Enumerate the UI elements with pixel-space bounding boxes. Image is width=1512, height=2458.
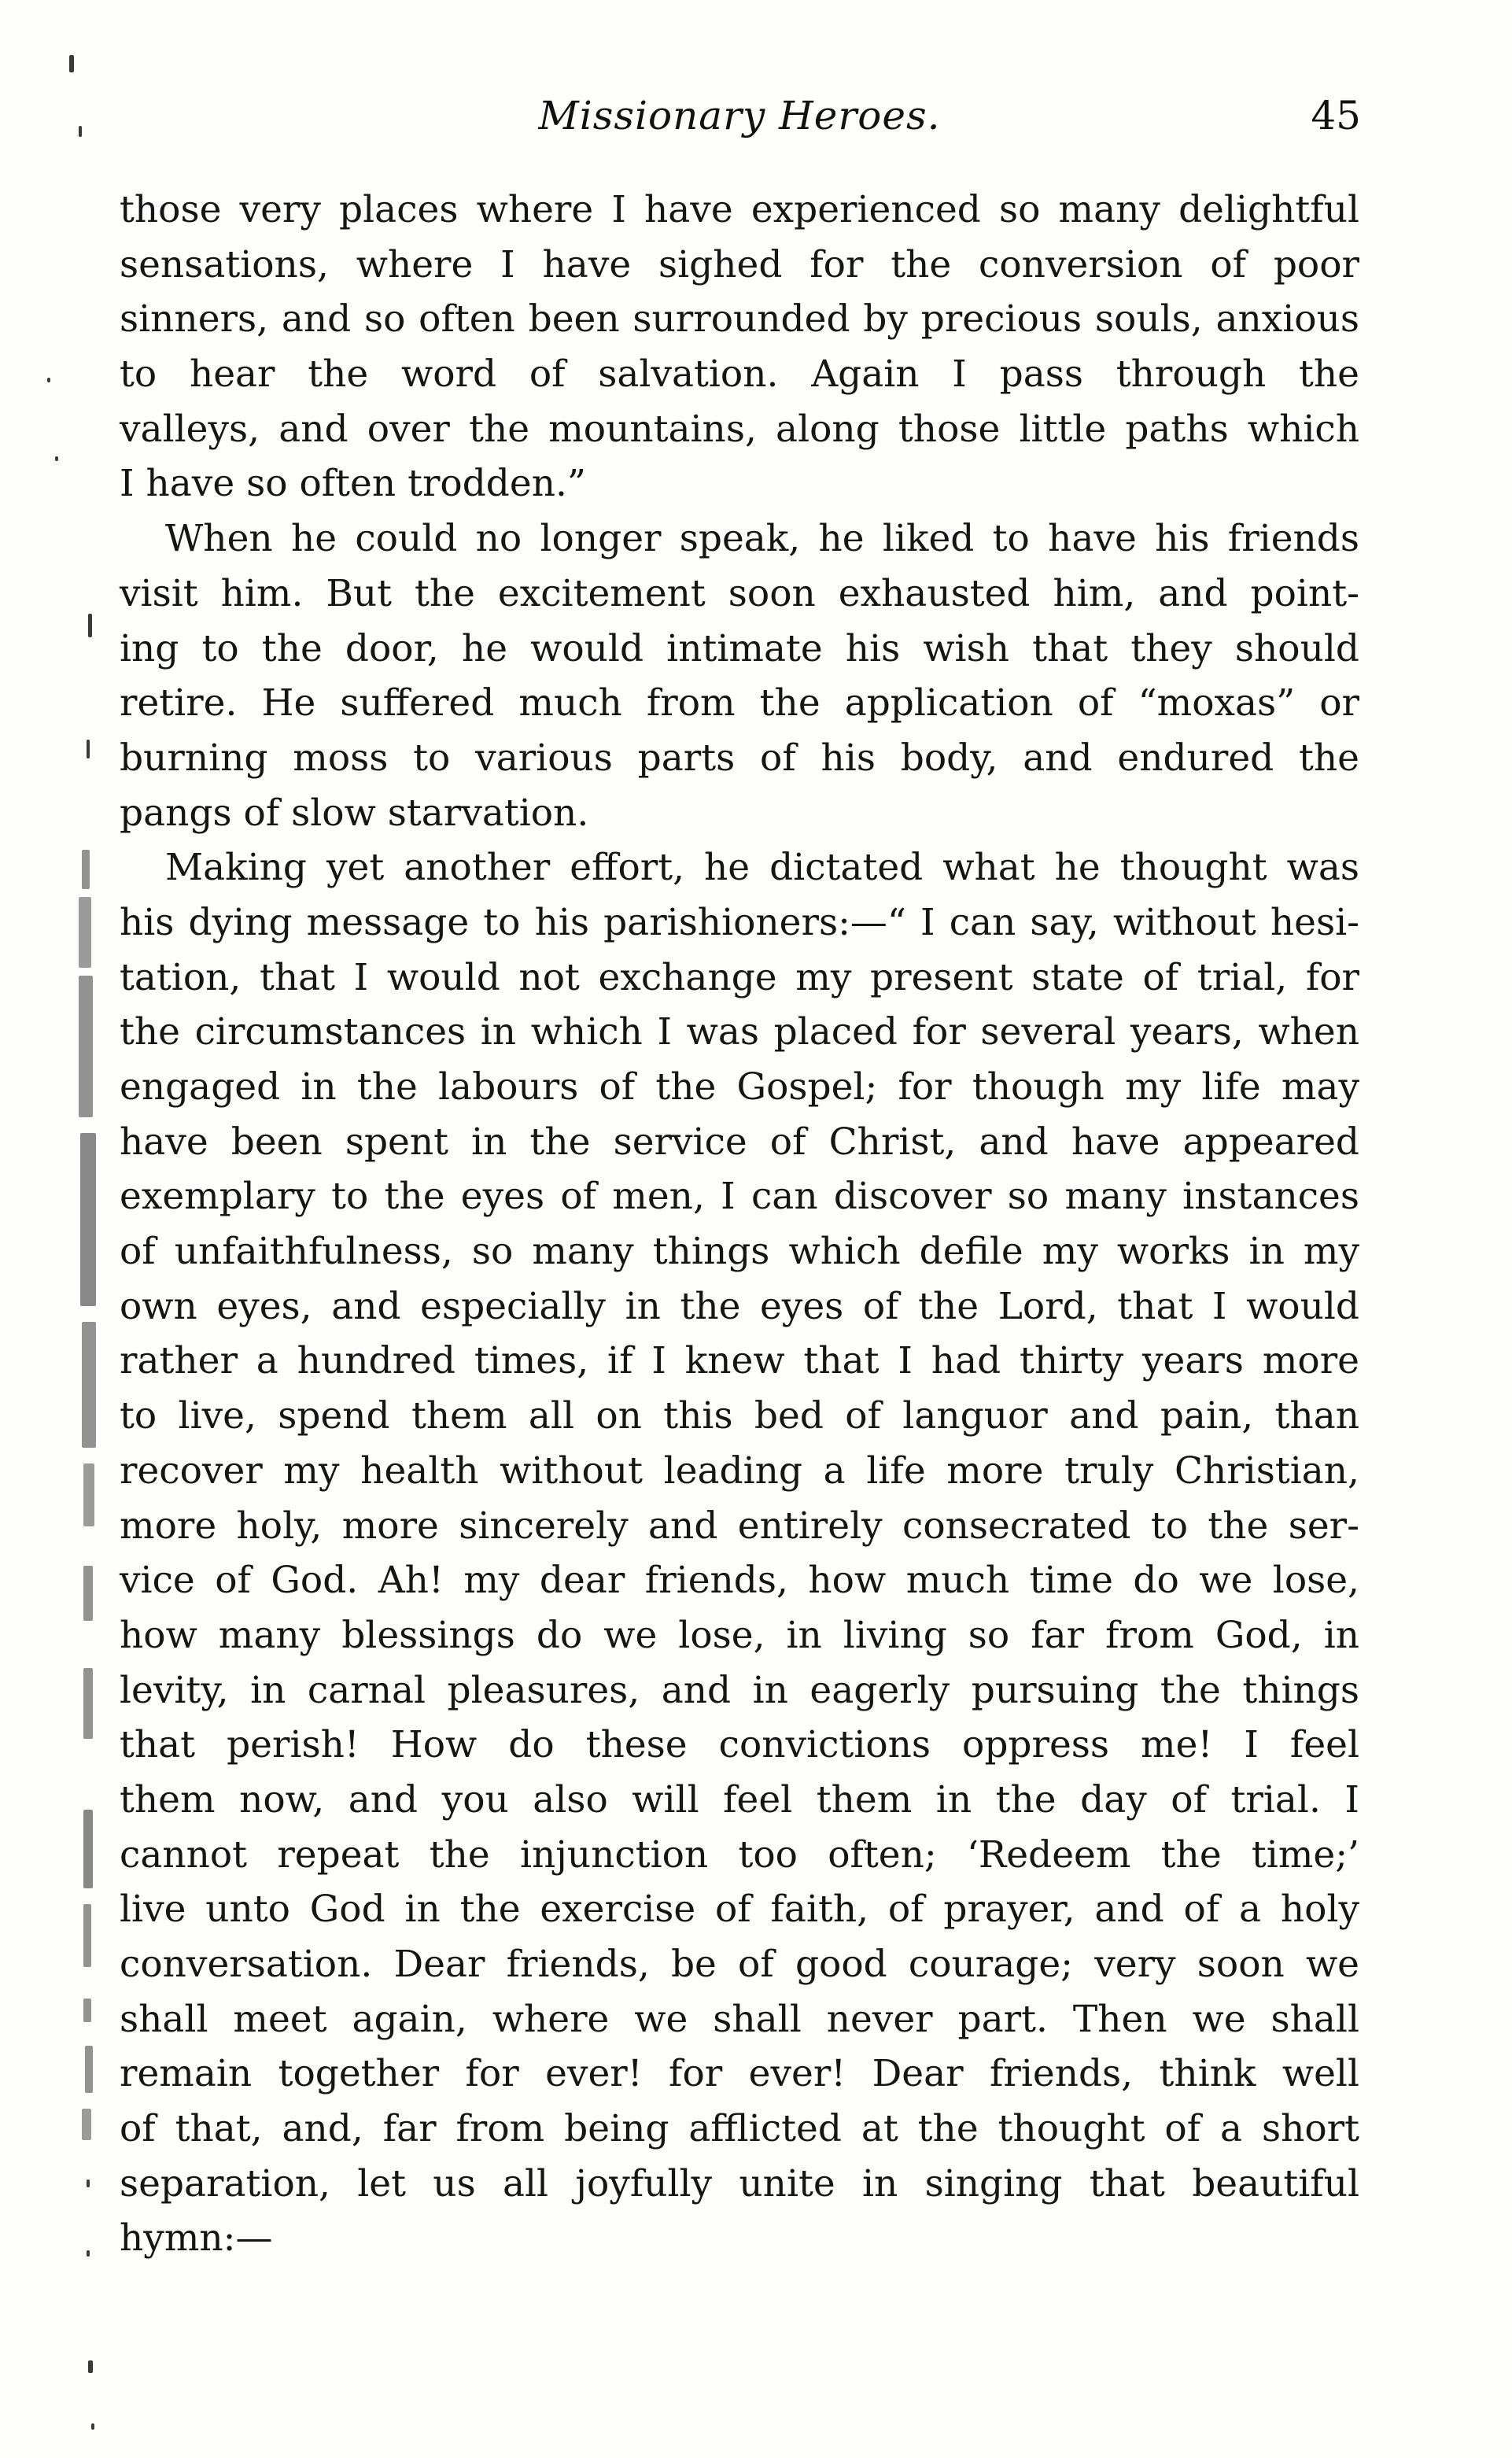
text-line: ing to the door, he would intimate his wish that they should (120, 626, 1359, 670)
text-line: to hear the word of salvation. Again I pass through the (120, 352, 1359, 397)
text-line: pangs of slow starvation. (120, 791, 589, 835)
text-line: sensations, where I have sighed for the conversion of poor (120, 242, 1359, 286)
text-line: the circumstances in which I was placed for several years, when (120, 1010, 1359, 1054)
body-text (120, 183, 1359, 2266)
text-line: engaged in the labours of the Gospel; for though my life may (120, 1065, 1359, 1109)
text-line: vice of God. Ah! my dear friends, how much time do we lose, (120, 1559, 1359, 1603)
text-line: rather a hundred times, if I knew that I had thirty years more (120, 1339, 1359, 1383)
text-line: retire. He suffered much from the application of “moxas” or (120, 681, 1359, 725)
text-line: to live, spend them all on this bed of languor and pain, than (120, 1394, 1359, 1438)
scan-gutter-marks (31, 31, 110, 2423)
text-line: remain together for ever! for ever! Dear friends, think well (120, 2052, 1359, 2096)
paragraph-start-line: When he could no longer speak, he liked to have his friends (165, 517, 1359, 561)
text-line: of that, and, far from being afflicted at the thought of a short (120, 2107, 1359, 2151)
text-line: own eyes, and especially in the eyes of the Lord, that I would (120, 1284, 1359, 1328)
text-line: burning moss to various parts of his body, and endured the (120, 736, 1359, 780)
text-line: more holy, more sincerely and entirely consecrated to the ser- (120, 1504, 1359, 1548)
text-line: of unfaithfulness, so many things which defile my works in my (120, 1230, 1359, 1274)
text-line: live unto God in the exercise of faith, of prayer, and of a holy (120, 1888, 1359, 1932)
text-line: sinners, and so often been surrounded by precious souls, anxious (120, 297, 1359, 341)
text-line: levity, in carnal pleasures, and in eagerly pursuing the things (120, 1668, 1359, 1712)
text-line: those very places where I have experienced so many delightful (120, 188, 1359, 231)
text-line: that perish! How do these convictions oppress me! I feel (120, 1723, 1359, 1767)
text-line: hymn:— (120, 2216, 273, 2261)
text-line: them now, and you also will feel them in the day of trial. I (120, 1777, 1359, 1821)
text-line: tation, that I would not exchange my present state of trial, for (120, 955, 1359, 999)
text-line: how many blessings do we lose, in living so far from God, in (120, 1613, 1359, 1657)
running-title: Missionary Heroes. (538, 93, 941, 138)
text-line: shall meet again, where we shall never part. Then we shall (120, 1997, 1359, 2041)
text-line: exemplary to the eyes of men, I can discover so many instances (120, 1175, 1359, 1219)
text-line: separation, let us all joyfully unite in singing that beautiful (120, 2161, 1359, 2205)
text-line: cannot repeat the injunction too often; ‘Redeem the time;’ (120, 1832, 1359, 1877)
text-line: visit him. But the excitement soon exhausted him, and point- (120, 571, 1359, 615)
text-line: I have so often trodden.” (120, 462, 586, 506)
page-header (118, 93, 1361, 156)
text-line: valleys, and over the mountains, along those little paths which (120, 407, 1359, 451)
page-number: 45 (1311, 93, 1361, 138)
text-line: have been spent in the service of Christ, and have appeared (120, 1120, 1359, 1164)
paragraph-start-line: Making yet another effort, he dictated what he thought was (165, 846, 1359, 890)
text-line: conversation. Dear friends, be of good courage; very soon we (120, 1943, 1359, 1986)
text-line: his dying message to his parishioners:—“ I can say, without hesi- (120, 900, 1359, 944)
text-line: recover my health without leading a life more truly Christian, (120, 1449, 1359, 1493)
